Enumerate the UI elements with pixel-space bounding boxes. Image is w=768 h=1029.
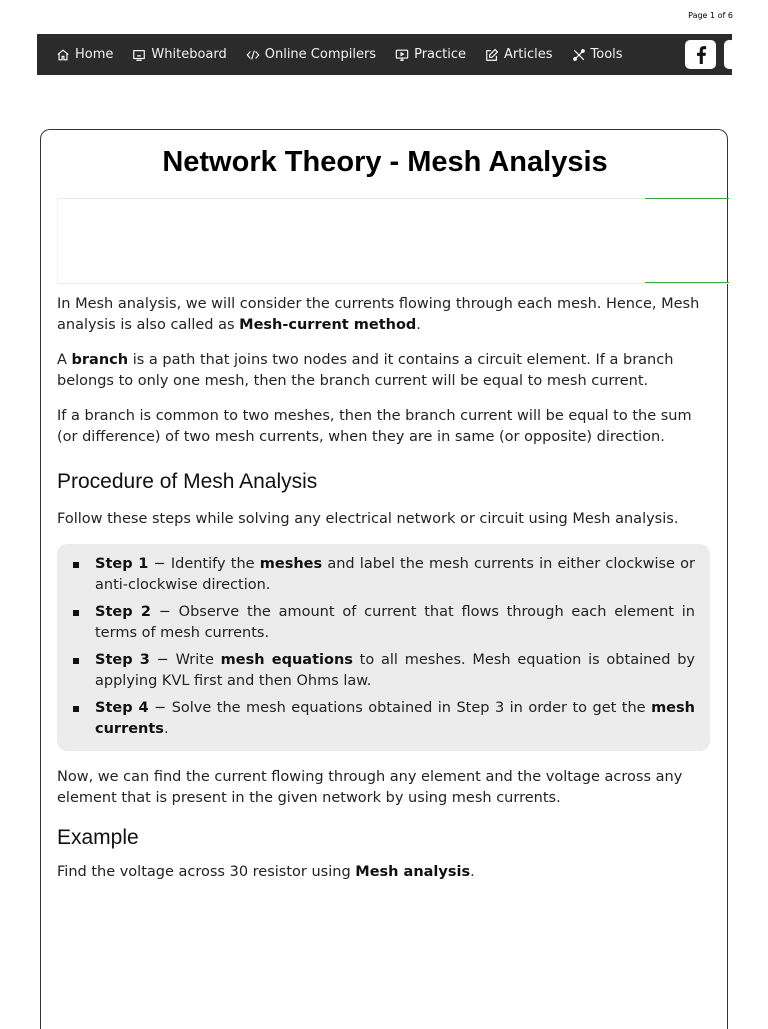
code-icon <box>246 48 260 62</box>
text: . <box>163 720 169 737</box>
paragraph-common-branch: If a branch is common to two meshes, then the branch current will be equal to the sum (or difference) of two mesh currents, when they are in same (or opposite) direction. <box>57 408 692 445</box>
ad-placeholder <box>57 198 729 284</box>
nav-home[interactable] <box>56 47 113 62</box>
nav-tools-label: Tools <box>590 47 623 62</box>
bold-term: Mesh analysis <box>355 863 471 880</box>
bold-term: meshes <box>259 556 323 572</box>
top-navigation-bar <box>37 34 732 75</box>
nav-online-compilers[interactable] <box>246 47 376 62</box>
ad-accent-line-top <box>645 198 729 199</box>
text: . <box>470 863 475 880</box>
step-label: Step 3 <box>95 652 150 668</box>
step-label: Step 2 <box>95 604 151 620</box>
paragraph-example <box>57 862 710 883</box>
nav-articles-label: Articles <box>504 47 553 62</box>
heading-procedure: Procedure of Mesh Analysis <box>57 470 318 493</box>
ad-accent-line-bottom <box>645 282 729 283</box>
step-label: Step 4 <box>95 700 149 716</box>
list-item <box>95 554 695 595</box>
text: and label the mesh currents in either clockwise or anti-clockwise direction. <box>95 556 696 593</box>
social-button-partial[interactable] <box>724 40 732 69</box>
nav-whiteboard[interactable] <box>132 47 226 62</box>
facebook-button[interactable] <box>685 40 716 69</box>
list-item <box>95 602 695 643</box>
steps-list <box>57 544 710 751</box>
text: to all meshes. Mesh equation is obtained by applying KVL first and then Ohms law. <box>95 652 695 689</box>
nav-home-label: Home <box>75 47 114 62</box>
text: A <box>57 352 72 368</box>
bold-term: branch <box>71 352 129 368</box>
whiteboard-icon <box>132 48 146 62</box>
text: − Write <box>149 652 221 668</box>
text: In Mesh analysis, we will consider the currents flowing through each mesh. Hence, Mesh analysis is also called as <box>57 296 700 333</box>
list-item <box>95 650 695 691</box>
text: Find the voltage across 30 resistor using <box>57 863 356 880</box>
nav-whiteboard-label: Whiteboard <box>151 47 227 62</box>
text: . <box>416 316 421 333</box>
paragraph-intro <box>57 294 710 335</box>
bold-term: mesh equations <box>220 652 353 668</box>
paragraph-branch <box>57 350 710 391</box>
edit-icon <box>485 48 499 62</box>
nav-online-compilers-label: Online Compilers <box>264 47 377 62</box>
text: − Observe the amount of current that flows through each element in terms of mesh currents. <box>95 604 696 641</box>
article-content <box>57 294 710 897</box>
page-title: Network Theory - Mesh Analysis <box>162 146 608 178</box>
paragraph-conclusion: Now, we can find the current flowing through any element and the voltage across any element that is present in the given network by using mesh currents. <box>57 769 683 806</box>
page-indicator: Page 1 of 6 <box>688 11 733 20</box>
list-item <box>95 698 695 739</box>
bold-term: mesh currents <box>95 700 695 737</box>
tools-icon <box>572 48 586 62</box>
text: is a path that joins two nodes and it contains a circuit element. If a branch belongs to only one mesh, then the branch current will be equal to mesh current. <box>57 352 674 389</box>
nav-articles[interactable] <box>485 47 552 62</box>
monitor-icon <box>395 48 409 62</box>
nav-tools[interactable] <box>572 47 623 62</box>
facebook-icon <box>695 46 707 64</box>
home-icon <box>56 48 70 62</box>
nav-practice-label: Practice <box>414 47 467 62</box>
nav-practice[interactable] <box>395 47 466 62</box>
bold-term: Mesh-current method <box>239 316 417 333</box>
heading-example: Example <box>57 826 139 849</box>
text: − Identify the <box>148 556 260 572</box>
text: − Solve the mesh equations obtained in Step 3 in order to get the <box>148 700 652 716</box>
step-label: Step 1 <box>95 556 149 572</box>
paragraph-steps-intro: Follow these steps while solving any electrical network or circuit using Mesh analysis. <box>57 510 679 527</box>
